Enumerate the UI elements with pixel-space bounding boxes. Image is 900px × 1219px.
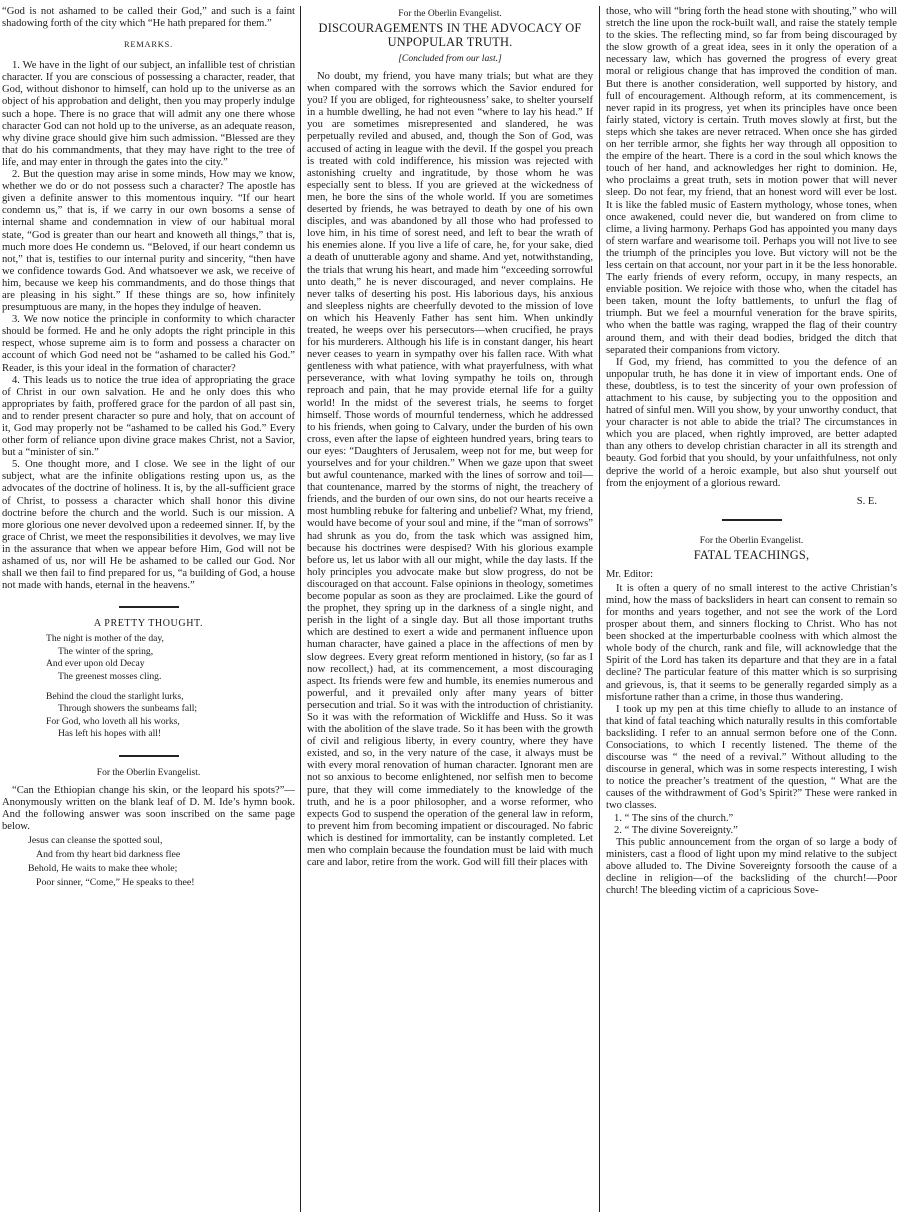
hymn-line: Behold, He waits to make thee whole; (28, 862, 178, 874)
section-header: For the Oberlin Evangelist. (699, 535, 804, 546)
poem-line: For God, who loveth all his works, (46, 715, 180, 727)
hymn-line: Poor sinner, “Come,” He speaks to thee! (36, 876, 195, 888)
article-paragraph: It is often a query of no small interest to the active Christian’s mind, how the mass of backsliders in heart can consent to remain so for months and years together, and not see the work of the Lord prosper about them, and sinners flocking to Christ. Who has not been shocked at the imperturbable coolness with which almost the whole body of the church, rank and file, will acknowledge that the Spirit of the Lord has taken its departure and that they are in a fatal decline? The particular feature of this matter which is so surprising and grievous, is, that it seems to be generally regarded simply as a misfortune rather than a crime, in those thus wandering. (606, 582, 897, 703)
section-header: For the Oberlin Evangelist. (96, 767, 201, 778)
poem-stanza (2, 691, 295, 741)
remark-paragraph: 1. We have in the light of our subject, an infallible test of christian character. If you are conscious of possessing a character, reader, that God, without dishonor to himself, can hold up to the universe as an object of his approbation and delight, then you may properly indulge such a hope. There is no grace that will admit any one there whose character God can not hold up to the universe, as an adequate reason, why divine grace should give him such admission. “Blessed are they that do his commandments, that they may have right to the tree of life, and may enter in through the gates into the city.” (2, 60, 295, 168)
section-header: For the Oberlin Evangelist. (398, 9, 502, 19)
list-item: 2. “ The divine Sovereignty.” (614, 824, 738, 836)
ethiopian-paragraph: “Can the Ethiopian change his skin, or the leopard his spots?”—Anonymously written on the blank leaf of D. M. Ide’s hymn book. And the following answer was soon inscribed on the same page below. (2, 784, 295, 832)
section-divider (119, 606, 179, 608)
salutation: Mr. Editor: (606, 568, 654, 580)
poem-line: Through showers the sunbeams fall; (58, 703, 198, 715)
section-divider (119, 755, 179, 757)
poem-line: The winter of the spring, (58, 645, 154, 657)
column-rule-right (599, 6, 600, 1212)
poem-stanza (2, 633, 295, 683)
poem-title: A PRETTY THOUGHT. (93, 618, 204, 630)
column-right (602, 6, 900, 1212)
column-left (0, 6, 298, 1212)
list-item: 1. “ The sins of the church.” (614, 812, 734, 824)
remarks-heading: REMARKS. (124, 40, 173, 50)
article-paragraph: No doubt, my friend, you have many trials; but what are they when compared with the sorrows which the Savior endured for you? If you are obliged, for righteousness’ sake, to shelter yourself in a humble dwelling, he had not even “where to lay his head.” If you are sometimes misrepresented and slandered, he was perpetually reviled and abused, and, though the Son of God, was accused of acting in league with the devil. If the gospel you preach is treated with cold indifference, his mission was rejected with astonishing cruelty and ingratitude, by those whom he was especially sent to bless. If you are grieved at the wickedness of men, he bore the sins of the whole world. If you are sometimes deserted by friends, he was betrayed to death by one of his own disciples, and was abandoned by all those who had professed to love him, in his time of sorest need, and left to bear the wrath of his enemies alone. If you live a life of care, he, for your sake, died a death of unutterable agony and shame. And yet, notwithstanding, the trials that wrung his heart, and made him “exceeding sorrowful unto death,” he is never discouraged, and never complains. He never talks of deserting his post. His laborious days, his anxious and sleepless nights are cheerfully devoted to the mission of love on which his Heavenly Father has sent him. When unkindly treated, he weeps over his persecutors—when crucified, he prays for his murderers. Although his life is in constant danger, his heart never ceases to yearn in sympathy over his fallen race. With what gentleness with what patience, with what prayerfulness, with what perseverance, with what loving sympathy he toils on, through reproach and pain, that he may provide eternal life for a guilty world! In the midst of the severest trials, he seems to forget himself. Those words of mournful tenderness, which he addressed to his friends, when going to Calvary, under the burden of his own cross, even after the lapse of eighteen hundred years, bring tears to our eyes: “Daughters of Jerusalem, weep not for me, but weep for yourselves and for your children.” When we gaze upon that sweet but awful countenance, marked with the lines of sorrow and toil—that countenance, marred by the storms of night, the treachery of friends, and the burden of our own sins, do not our hearts receive a most humbling rebuke for faltering and unbelief? What, my friend, would have become of your soul and mine, if the “man of sorrows” had shrunk as you do, from the task which was assigned him, because his doctrines were despised? With his glorious example before us, let us labor with all our might, while the day lasts. If the holy principles you advocate make but slow progress, do not be discouraged on that account. False opinions in theology, sometimes become popular as soon as they are proclaimed. Like the gourd of the prophet, they spring up in the darkness of a single night, and perish in the light of a single day. But all those important truths which are destined to exert a wide and permanent influence upon human character, have gained a place in the affections of men by slow degrees. Every great reform mentioned in history, (so far as I now recollect,) had, at its commencement, a most discouraging aspect. Its friends were few and humble, its enemies numerous and powerful, and it prevailed only after many years of bitter persecution and trial. So it was with the introduction of christianity. So it was with the reformation of Wickliffe and Huss. So it was with the abolition of the slave trade. So it has been with the growth of civil and religious liberty, in every country, where they have existed, and so, in the very nature of the case, it always must be with every moral renovation of human character. Ignorant men are not so anxious to become enlightened, nor selfish men to become pure, that they will come immediately to the knowledge of the truth, and he is a poor philosopher, and a worse reformer, who expects God to suspend the operation of the general law in reform, to prevent him from becoming impatient or discouraged. No fabric which is destined for immortality, can be instantly completed. Let men who complain because the foundation must be laid with much care and labor, retire from the work. God will fill their places with (307, 71, 593, 869)
poem-line: Has left his hopes with all! (58, 728, 162, 740)
remark-paragraph: 2. But the question may arise in some minds, How may we know, whether we do or do not possess such a character? The apostle has given a definite answer to this momentous inquiry. “If our heart condemn us,” that is, if we carry in our own bosoms a sense of internal shame and condemnation in view of our habitual moral state, “God is greater than our heart and knoweth all things,” that is, much more does He condemn us. “Beloved, if our heart condemn us not,” that is, testifies to our internal purity and sincerity, “then have we confidence towards God. And whatsoever we ask, we receive of him, because we keep his commandments, and do those things that are pleasing in his sight.” If these things are so, how infinitely presumptuous are many, in the hopes they indulge of heaven. (2, 169, 295, 314)
remark-paragraph: 3. We now notice the principle in conformity to which character should be formed. He and he only adopts the right principle in this respect, whose supreme aim is to form and possess a character on account of which God need not be “ashamed to be called his God.” Reader, is this your ideal in the formation of character? (2, 314, 295, 374)
intro-paragraph: “God is not ashamed to be called their God,” and such is a faint shadowing forth of the city which “He hath prepared for them.” (2, 6, 295, 30)
poem-line: The greenest mosses cling. (58, 670, 162, 682)
article-title: DISCOURAGEMENTS IN THE ADVOCACY OF UNPOPULAR TRUTH. (318, 21, 582, 49)
column-middle (304, 6, 596, 1212)
poem-line: And ever upon old Decay (46, 658, 145, 670)
remark-paragraph: 5. One thought more, and I close. We see in the light of our subject, what are the infinite obligations resting upon us, as the advocates of the doctrine of holiness. It is, by the all-sufficient grace of Christ, to possess a character which shall honor this divine doctrine before the church and the world. Such is our mission. A more glorious one never devolved upon a redeemed sinner. If, by the grace of Christ, we meet the responsibilities it devolves, we may live in the assurance that when we appear before Him, God will not be ashamed of us, nor will He be ashamed to be called our God. Nor shall we then fail to find prepared for us, “a building of God, a house not made with hands, eternal in the heavens.” (2, 459, 295, 592)
article-paragraph: those, who will “bring forth the head stone with shouting,” who will stretch the line upon the rock-built wall, and raise the stately temple to the skies. The reflecting mind, so far from being discouraged by the slow growth of a great idea, sees in it only the operation of a necessary law, which has governed the progress of every great moral or religious change that has improved the condition of man. But there is another consideration, well supported by history, and full of encouragement. Although reform, at its commencement, is never rapid in its progress, yet when its principles have once been fairly stated, victory is certain. Truth moves slowly at first, but the steps which she takes are never retraced. When once she has girded on her terrible armor, she fights her way through all opposition to the empire of the heart. There is a cord in the soul which knows the touch of her hand, and acknowledges her right to dominion. He, who proclaims a great truth, sets in motion power that will never sleep. Do not fear, my friend, that an honest word will ever be lost. It is like the fabled music of Eastern mythology, whose tones, when once awakened, could never die, but wandered on from clime to clime, a living harmony. Perhaps God has appointed you many days of stern warfare and wearisome toil. Perhaps you will not live to see the triumph of the principles you love. But victory will not be the less certain on that account, nor your part in it be the less honorable. The early friends of every reform, occupy, in many respects, an enviable position. We rejoice with those who, when the citadel has been taken, mount the lofty battlements, to unfurl the flag of triumph. But we feel a mournful veneration for the brave spirits, who when the battle was raging, wrapped the flag of their country around them, and with their dead bodies, bridged the ditch that separated their companions from victory. (606, 6, 897, 356)
section-divider (722, 519, 782, 521)
signature: S. E. (856, 495, 877, 507)
poem-line: Behind the cloud the starlight lurks, (46, 690, 184, 702)
hymn-line: Jesus can cleanse the spotted soul, (28, 834, 163, 846)
column-rule-left (300, 6, 301, 1212)
article-paragraph: This public announcement from the organ of so large a body of ministers, cast a flood of light upon my mind relative to the subject above alluded to. The Divine Sovereignty forsooth the cause of a decline in religion—of the backsliding of the church!—Poor church! The bleeding victim of a capricious Sove- (606, 836, 897, 897)
article-title: FATAL TEACHINGS, (693, 547, 810, 562)
article-subtitle: [Concluded from our last.] (398, 53, 502, 64)
article-paragraph: If God, my friend, has committed to you the defence of an unpopular truth, he has done it in view of important ends. One of these, doubtless, is to test the sincerity of your own profession of attachment to his cause, by subjecting you to the opposition and hatred of sinful men. Will you show, by your unworthy conduct, that your character is not able to abide the trial? The circumstances in which you are placed, when rightly improved, are better adapted than any others to develop christian character in all its strength and beauty. God forbid that you should, by your unfaithfulness, not only deprive the world of a heroic example, but also shut yourself out from the enjoyment of a glorious reward. (606, 356, 897, 489)
article-paragraph: I took up my pen at this time chiefly to allude to an instance of that kind of fatal teaching which naturally results in this comfortable backsliding. I refer to an annual sermon before one of the Conn. Consociations, to which I recently listened. The theme of the discourse was “ the need of a revival.” Without alluding to the discourse in general, which was in some respects interesting, I wish to notice the preacher’s treatment of the question, “ What are the causes of the withdrawment of God’s Spirit?” These were ranked in two classes. (606, 703, 897, 812)
remark-paragraph: 4. This leads us to notice the true idea of appropriating the grace of Christ in our own salvation. He and he only does this who appropriates by faith, proffered grace for the pardon of all past sin, and to render present character so pure and holy, that on account of it, God may properly not be “ashamed to be called his God.” Every other form of reliance upon divine grace makes Christ, not a Savior, but a “minister of sin.” (2, 374, 295, 459)
hymn-line: And from thy heart bid darkness flee (36, 848, 181, 860)
poem-line: The night is mother of the day, (46, 633, 164, 645)
